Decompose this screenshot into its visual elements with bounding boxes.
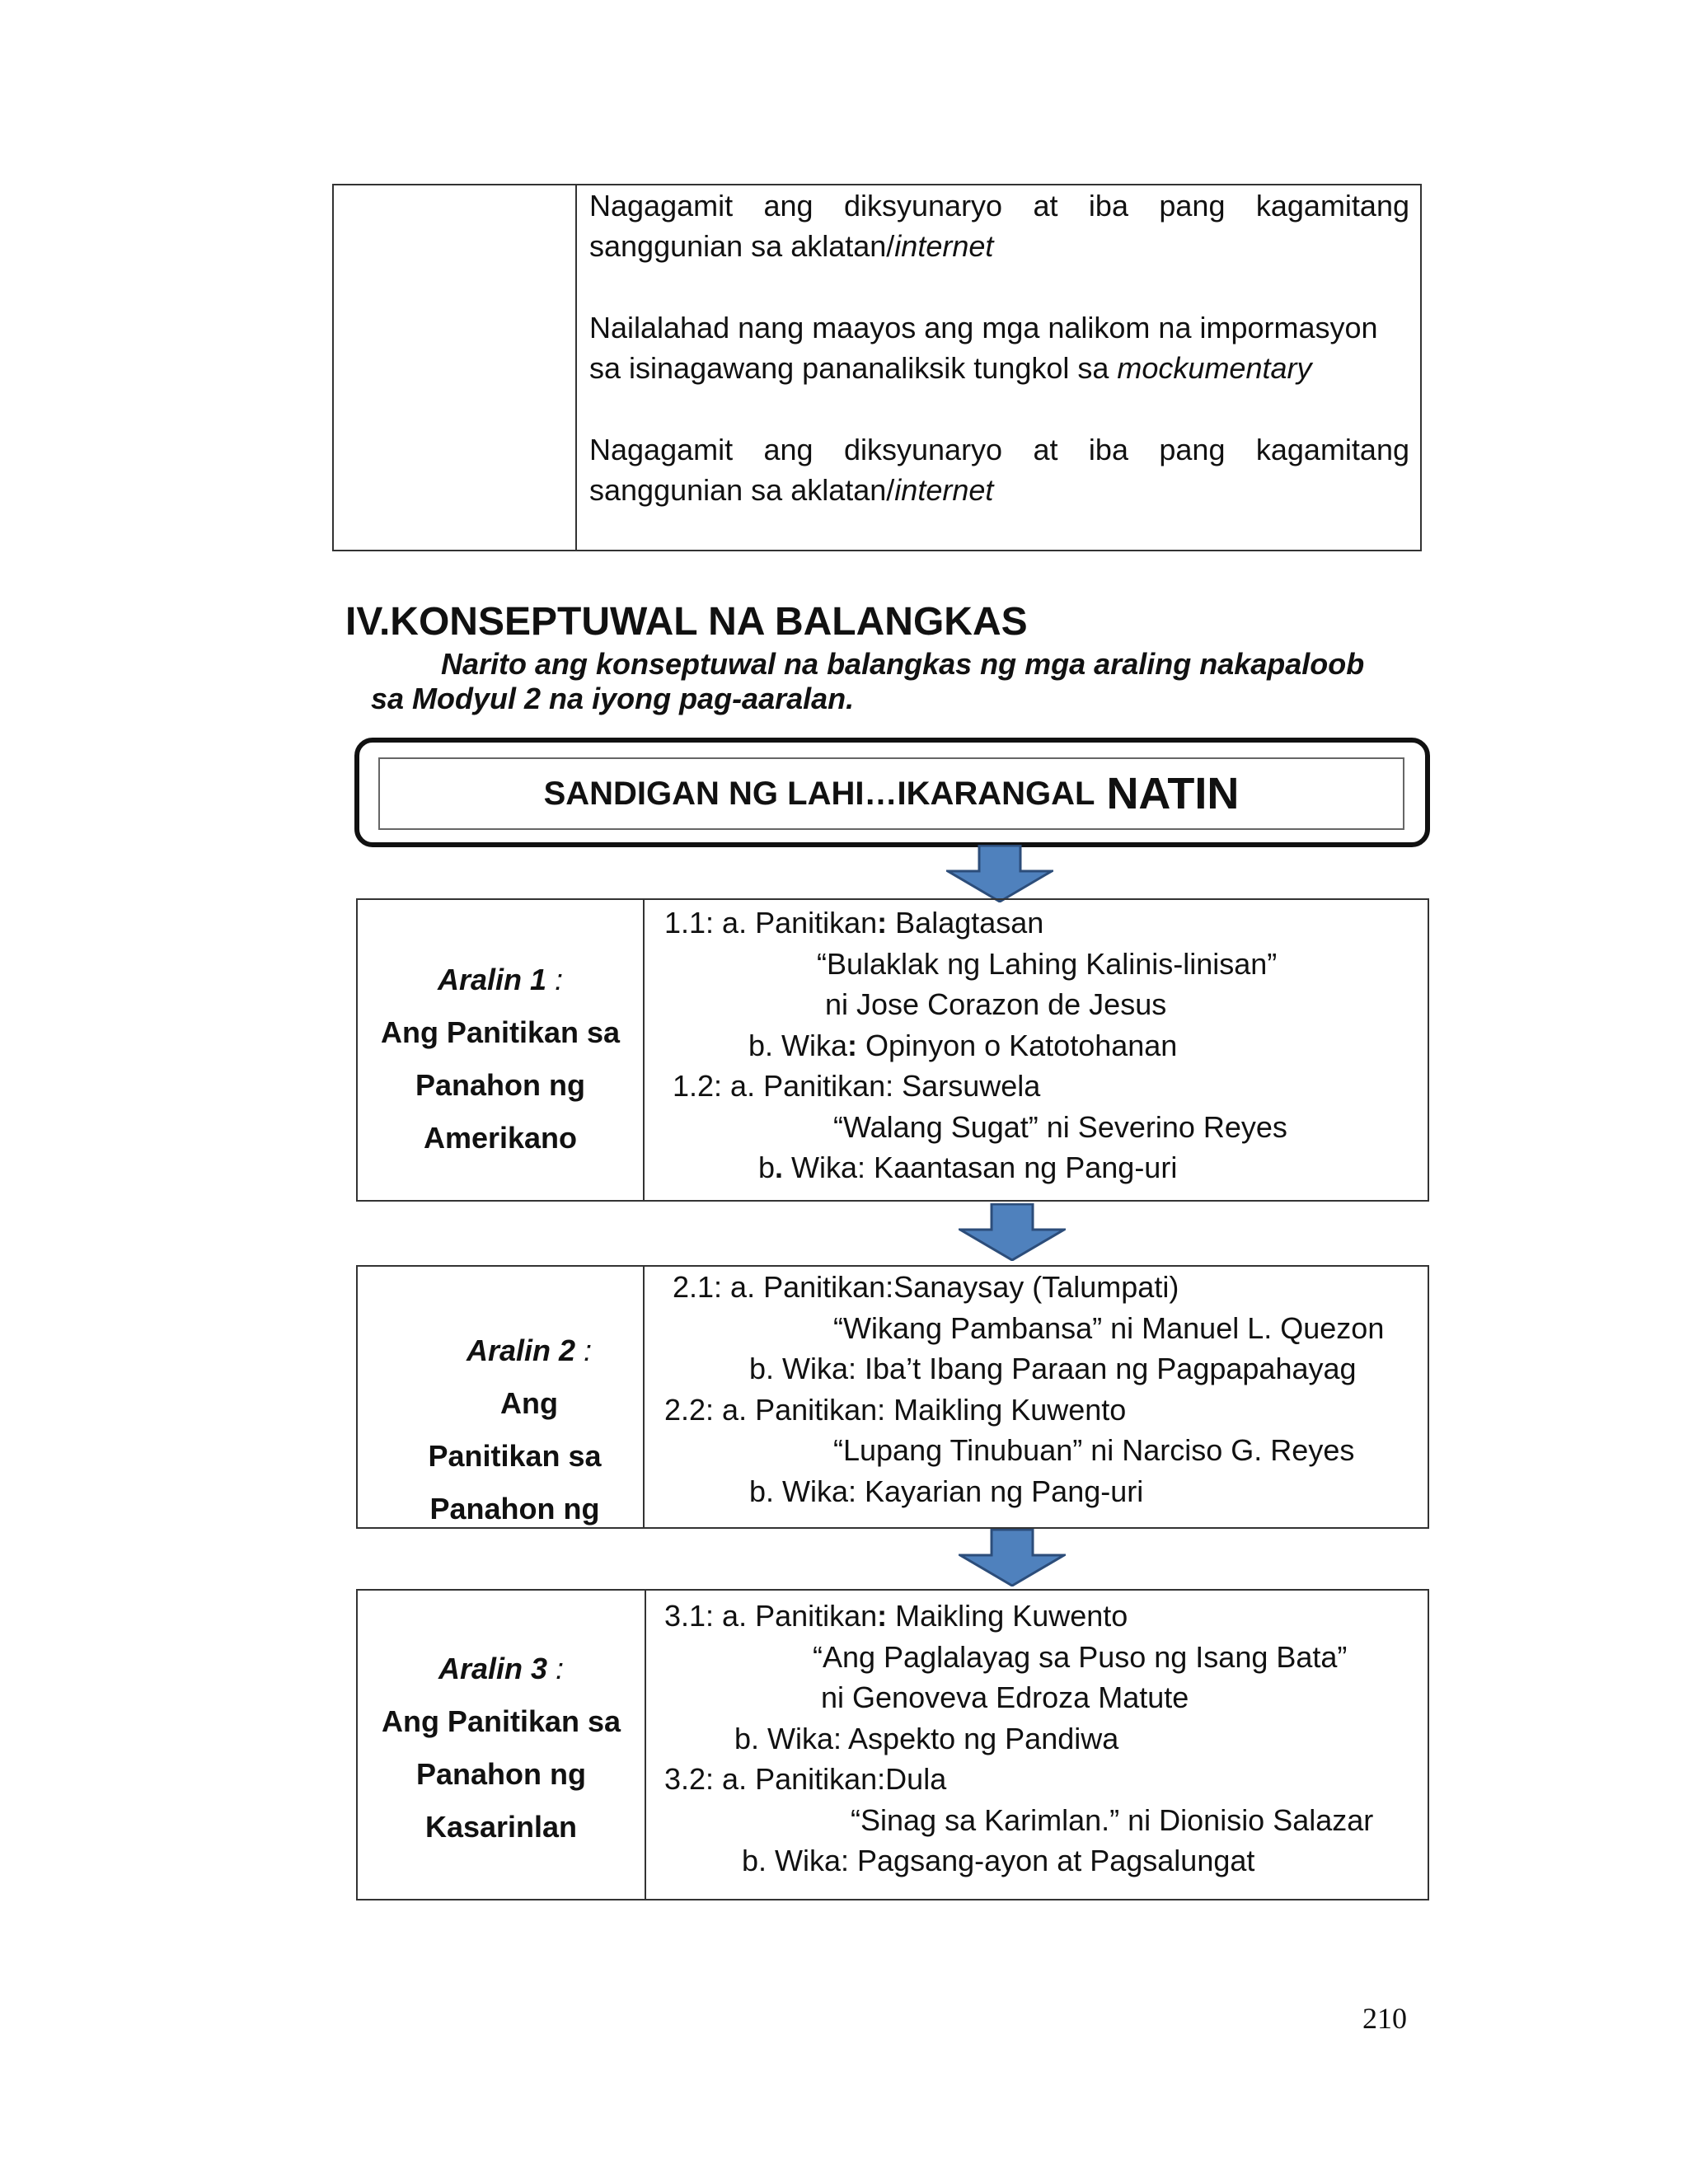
lesson-title-line: Kasarinlan bbox=[424, 1810, 578, 1844]
competency-text: Nailalahad nang maayos ang mga nalikom na impormasyon bbox=[589, 311, 1378, 344]
lesson-title-line: Panahon ng bbox=[415, 1068, 585, 1102]
module-title-emphasis: NATIN bbox=[1106, 769, 1240, 818]
competency-italic-term: internet bbox=[894, 473, 994, 507]
topic-line: 1.1: a. Panitikan: Balagtasan bbox=[664, 906, 1044, 940]
module-title-box bbox=[354, 738, 1430, 847]
competency-text: Nagagamit ang diksyunaryo at iba pang kagamitang bbox=[589, 433, 1409, 466]
topic-line: “Sinag sa Karimlan.” ni Dionisio Salazar bbox=[851, 1802, 1374, 1837]
intro-line: Narito ang konseptuwal na balangkas ng mga araling nakapaloob bbox=[441, 647, 1365, 681]
lesson-1-table bbox=[356, 898, 1429, 1202]
lesson-title-line: Panahon ng bbox=[416, 1757, 586, 1791]
competency-text: sanggunian sa aklatan/ bbox=[589, 473, 895, 507]
lesson-title-line: Ang Panitikan sa bbox=[381, 1704, 621, 1738]
lesson-title bbox=[358, 954, 643, 1165]
lesson-title-line: Panitikan sa bbox=[428, 1439, 602, 1473]
lesson-title-line: Ang bbox=[500, 1386, 558, 1420]
section-intro bbox=[371, 647, 1442, 716]
lesson-title-cell bbox=[358, 1591, 646, 1899]
module-title-text: SANDIGAN NG LAHI…IKARANGAL bbox=[543, 775, 1095, 812]
aralin-colon: : bbox=[546, 963, 564, 996]
topic-line: b. Wika: Pagsang-ayon at Pagsalungat bbox=[742, 1844, 1255, 1877]
aralin-label: Aralin 1 bbox=[437, 963, 547, 996]
lesson-title-line: Panahon ng bbox=[429, 1492, 600, 1526]
intro-line: sa Modyul 2 na iyong pag-aaralan. bbox=[371, 682, 855, 715]
lesson-topics bbox=[664, 1267, 1385, 1511]
topic-line: 2.2: a. Panitikan: Maikling Kuwento bbox=[664, 1392, 1127, 1427]
topic-line: “Bulaklak ng Lahing Kalinis-linisan” bbox=[817, 946, 1278, 981]
competency-italic-term: internet bbox=[894, 229, 994, 263]
down-arrow-icon bbox=[959, 1203, 1066, 1261]
lesson-title bbox=[358, 1643, 645, 1854]
topic-line: “Walang Sugat” ni Severino Reyes bbox=[833, 1109, 1287, 1144]
lesson-2-table bbox=[356, 1265, 1429, 1529]
lesson-title-line: Amerikano bbox=[423, 1121, 578, 1155]
competency-item-1 bbox=[589, 185, 1409, 266]
down-arrow-icon bbox=[946, 845, 1053, 902]
topic-line: b. Wika: Iba’t Ibang Paraan ng Pagpapahayag bbox=[749, 1352, 1357, 1385]
topic-line: “Lupang Tinubuan” ni Narciso G. Reyes bbox=[833, 1433, 1355, 1467]
lesson-topics bbox=[664, 902, 1287, 1188]
lesson-title bbox=[387, 1324, 672, 1535]
topic-line: b. Wika: Opinyon o Katotohanan bbox=[748, 1028, 1178, 1062]
lesson-topics bbox=[664, 1596, 1373, 1882]
competency-item-2 bbox=[589, 307, 1409, 388]
topic-line: b. Wika: Kayarian ng Pang-uri bbox=[749, 1474, 1144, 1508]
aralin-label: Aralin 3 bbox=[438, 1652, 548, 1685]
topic-line: b. Wika: Aspekto ng Pandiwa bbox=[734, 1721, 1119, 1755]
topic-line: 3.2: a. Panitikan:Dula bbox=[664, 1762, 947, 1796]
lesson-3-table bbox=[356, 1589, 1429, 1900]
aralin-colon: : bbox=[575, 1333, 593, 1367]
down-arrow-icon bbox=[959, 1529, 1066, 1586]
aralin-colon: : bbox=[547, 1652, 565, 1685]
competency-italic-term: mockumentary bbox=[1117, 351, 1312, 385]
topic-line: 1.2: a. Panitikan: Sarsuwela bbox=[673, 1069, 1041, 1103]
competency-item-3 bbox=[589, 429, 1409, 510]
aralin-label: Aralin 2 bbox=[466, 1333, 576, 1367]
lesson-title-cell bbox=[358, 900, 645, 1200]
topic-line: “Wikang Pambansa” ni Manuel L. Quezon bbox=[833, 1310, 1385, 1345]
module-title-inner bbox=[378, 757, 1404, 830]
lesson-title-cell bbox=[358, 1267, 645, 1527]
topic-line: b. Wika: Kaantasan ng Pang-uri bbox=[758, 1151, 1178, 1184]
competency-text: sanggunian sa aklatan/ bbox=[589, 229, 895, 263]
competency-text: Nagagamit ang diksyunaryo at iba pang kagamitang bbox=[589, 189, 1409, 223]
topic-line: ni Jose Corazon de Jesus bbox=[825, 987, 1167, 1021]
competency-table bbox=[332, 184, 1422, 551]
table-column-divider bbox=[575, 185, 577, 550]
page-number: 210 bbox=[1362, 2002, 1407, 2035]
topic-line: “Ang Paglalayag sa Puso ng Isang Bata” bbox=[813, 1639, 1348, 1674]
topic-line: 2.1: a. Panitikan:Sanaysay (Talumpati) bbox=[673, 1270, 1179, 1304]
competency-cell bbox=[589, 185, 1409, 551]
lesson-title-line: Ang Panitikan sa bbox=[380, 1015, 621, 1049]
topic-line: ni Genoveva Edroza Matute bbox=[821, 1680, 1189, 1714]
topic-line: 3.1: a. Panitikan: Maikling Kuwento bbox=[664, 1599, 1128, 1633]
competency-text: sa isinagawang pananaliksik tungkol sa bbox=[589, 351, 1118, 385]
section-heading: IV.KONSEPTUWAL NA BALANGKAS bbox=[345, 600, 1028, 644]
